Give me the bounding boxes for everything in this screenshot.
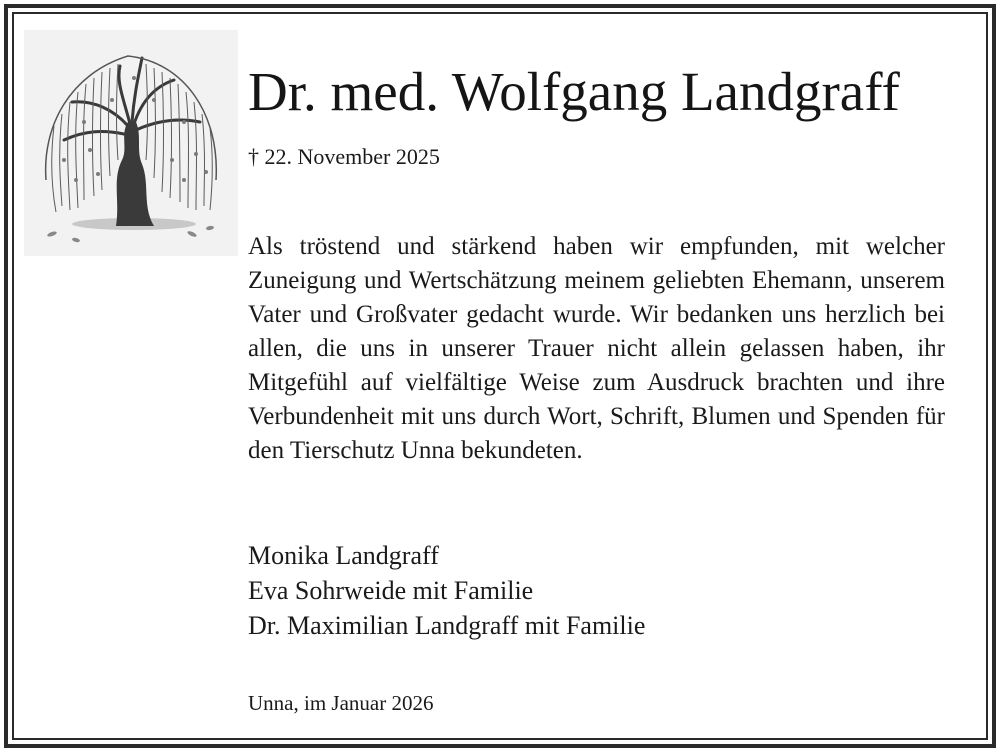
place-and-date: Unna, im Januar 2026: [248, 691, 434, 715]
signatories-list: [248, 538, 948, 643]
signatory: Monika Landgraff: [248, 541, 439, 570]
death-date: † 22. November 2025: [248, 144, 440, 169]
thank-you-message: Als tröstend und stärkend haben wir empfunden, mit welcher Zuneigung und Wertschätzung meinem geliebten Ehemann, unserem Vater und Großvater gedacht wurde. Wir bedanken uns herzlich bei allen, die uns in unserer Trauer nicht allein gelassen haben, ihr Mitgefühl auf vielfältige Weise zum Ausdruck brachten und ihre Verbundenheit mit uns durch Wort, Schrift, Blumen und Spenden für den Tierschutz Unna bekundeten.: [248, 233, 945, 464]
weeping-willow-tree-icon: [24, 30, 238, 256]
signatory: Dr. Maximilian Landgraff mit Familie: [248, 611, 646, 640]
deceased-name: Dr. med. Wolfgang Landgraff: [248, 61, 900, 122]
signatory: Eva Sohrweide mit Familie: [248, 576, 534, 605]
